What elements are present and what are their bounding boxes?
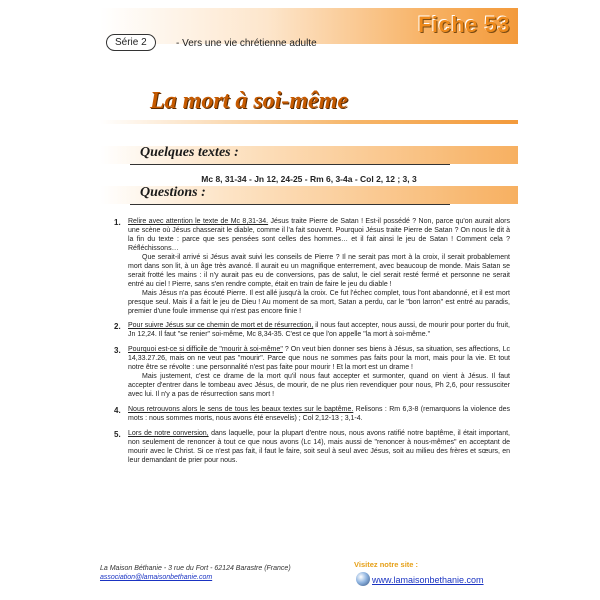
question-paragraph: Que serait-il arrivé si Jésus avait suivi les conseils de Pierre ? Il ne serait pas mort à la croix, il serait probablement mort dans son lit, à un âge très avancé. Il aurait eu un magnifique enterrement, avec beaucoup de monde. Mais Satan se serait frotté les mains : il n'y aurait pas eu de conversions, pas de salut, le ciel serait resté fermé et personne ne serait entré au ciel ! Pierre, sans s'en rendre compte, était en train de faire le jeu du diable ! [128, 253, 510, 288]
question-lead: Relire avec attention le texte de Mc 8,31-34. [128, 218, 269, 225]
serie-title: - Vers une vie chrétienne adulte [176, 38, 317, 49]
footer-address: La Maison Béthanie - 3 rue du Fort - 62124 Barastre (France) [100, 565, 291, 572]
fiche-number: Fiche 53 [417, 12, 510, 37]
questions-underline [130, 204, 450, 205]
question-body [128, 322, 510, 340]
globe-icon [356, 572, 370, 586]
questions-heading: Questions : [140, 185, 206, 200]
question-item [114, 322, 510, 340]
question-paragraph: Mais justement, c'est ce drame de la mort qu'il nous faut accepter et surmonter, quand on vient à Jésus. Il faut accepter d'entrer dans le tombeau avec Jésus, de mourir, de ne plus rien revendiquer pour nous, Ph 2,6, pour ressusciter avec lui. Il n'y a pas de résurrection sans mort ! [128, 373, 510, 399]
question-lead: Nous retrouvons alors le sens de tous les beaux textes sur le baptême. [128, 406, 354, 414]
question-body [128, 406, 510, 424]
question-text: Relisons : Rm 6,3-8 (remarquons la violence des mots : nous sommes morts, nous avons été ensevelis) ; Col 2,12-13 ; 3,1-4. [128, 406, 510, 423]
serie-badge: Série 2 [106, 34, 156, 51]
question-item [114, 346, 510, 400]
website-link[interactable]: www.lamaisonbethanie.com [372, 575, 484, 585]
question-item [114, 218, 510, 316]
question-text: dans laquelle, pour la plupart d'entre nous, nous avons ratifié notre baptême, il était important, non seulement de renoncer à tout ce que nous avons (Lc 14), mais aussi de "renoncer à nous-mêmes" en acceptant de mourir avec le Christ. Si ce n'est pas fait, il faut le faire, soit seul à seul avec Jésus, soit au milieu des frères et sœurs, en leur demandant de prier pour nous. [128, 430, 510, 464]
question-number: 3. [114, 346, 121, 356]
question-number: 5. [114, 430, 121, 440]
question-lead: Pour suivre Jésus sur ce chemin de mort et de résurrection, [128, 322, 314, 330]
question-text: ? On veut bien donner ses biens à Jésus, sa situation, ses affections, Lc 14,33.27.26, mais on ne veut pas "mourir". Parce que nous ne sommes pas faits pour la mort, mais pour la vie. Et tout notre être se révolte : une personnalité n'est pas faite pour mourir ! Et la mort est un drame ! [128, 346, 511, 372]
textes-underline [130, 164, 450, 165]
question-lead: Pourquoi est-ce si difficile de "mourir à soi-même" [128, 346, 283, 354]
footer-address-block [100, 564, 291, 582]
question-body [128, 430, 510, 466]
questions-list [114, 218, 510, 472]
scripture-references: Mc 8, 31-34 - Jn 12, 24-25 - Rm 6, 3-4a - Col 2, 12 ; 3, 3 [201, 174, 417, 184]
question-item [114, 430, 510, 466]
title-divider [100, 120, 518, 124]
question-lead: Lors de notre conversion, [128, 430, 209, 438]
question-paragraph: Mais Jésus n'a pas écouté Pierre. Il est allé jusqu'à la croix. Ce fut l'échec complet, tous l'ont abandonné, et il est mort presque seul. Mais il a fait le jeu de Dieu ! Au moment de sa mort, Satan a perdu, car le "bon larron" est entré au paradis, premier d'une foule immense qui n'est pas encore finie ! [128, 289, 510, 315]
question-body [128, 218, 510, 316]
textes-heading: Quelques textes : [140, 145, 239, 160]
visit-label: Visitez notre site : [354, 560, 419, 569]
question-text: il nous faut accepter, nous aussi, de mourir pour porter du fruit, Jn 12,24. Il faut "se renier" soi-même, Mc 8,34-35. C'est ce que l'on appelle "la mort à soi-même." [128, 322, 510, 339]
question-number: 4. [114, 406, 121, 416]
question-number: 1. [114, 218, 121, 227]
question-number: 2. [114, 322, 121, 332]
question-item [114, 406, 510, 424]
footer-email-link[interactable]: association@lamaisonbethanie.com [100, 574, 213, 582]
document-page [100, 8, 518, 592]
page-title: La mort à soi-même [150, 88, 348, 114]
question-body [128, 346, 510, 400]
question-text: Jésus traite Pierre de Satan ! Est-il possédé ? Non, parce qu'on aurait alors une scène où Jésus chasserait le diable, comme il l'a fait souvent. Pourquoi Jésus traite Pierre de Satan ? On nous le dit à la fin du texte : parce que ses pensées sont celles des hommes… et il fait ainsi le jeu de Satan ! Comment cela ? Réfléchissons… [128, 218, 511, 252]
